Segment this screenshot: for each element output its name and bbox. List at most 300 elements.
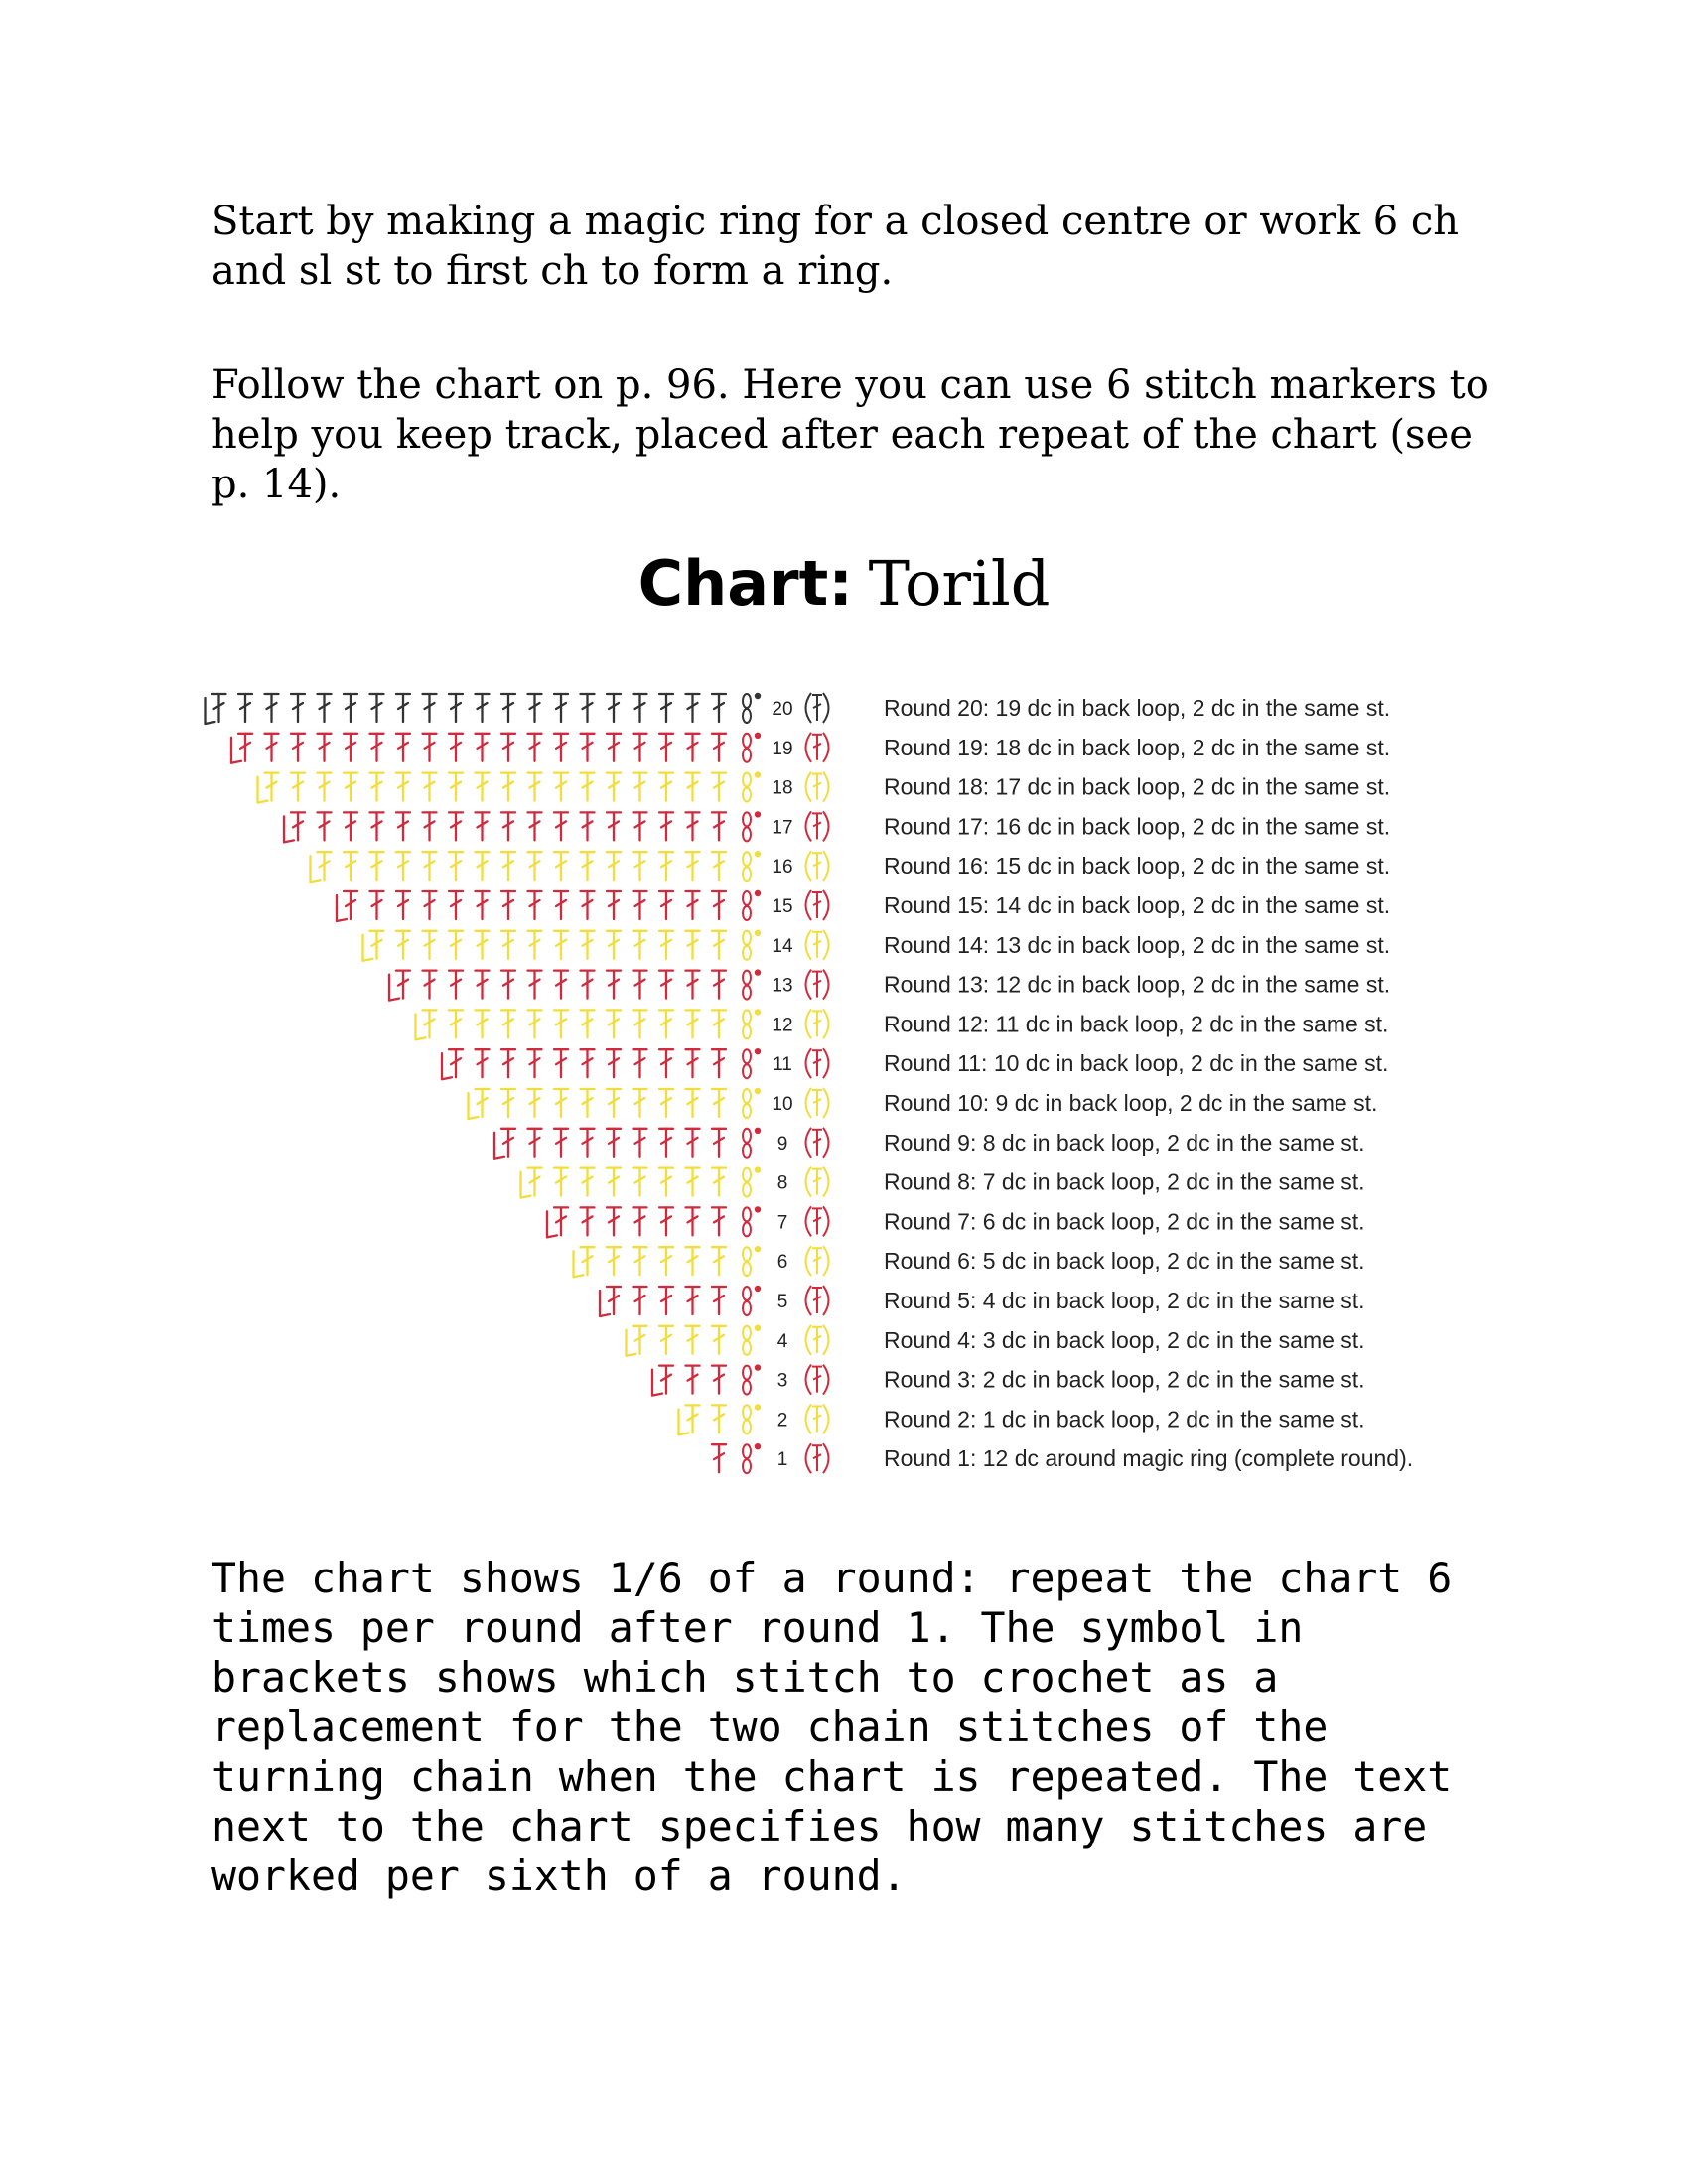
- round-number: 8: [776, 1172, 788, 1194]
- dc-symbol: [344, 773, 357, 801]
- dc-symbol: [581, 773, 595, 801]
- chain-symbol: [743, 1405, 751, 1433]
- slip-stitch-dot: [755, 693, 761, 699]
- dc-symbol: [712, 773, 726, 801]
- increase-mark: [494, 1133, 504, 1159]
- dc-symbol: [396, 971, 410, 999]
- chart-row: [363, 930, 1391, 961]
- dc-symbol: [554, 1207, 568, 1235]
- slip-stitch-dot: [755, 969, 761, 975]
- round-instruction: Round 14: 13 dc in back loop, 2 dc in the same st.: [884, 931, 1391, 958]
- increase-mark: [600, 1291, 610, 1316]
- dc-symbol: [686, 1247, 700, 1275]
- dc-symbol: [396, 891, 410, 919]
- round-instruction: Round 2: 1 dc in back loop, 2 dc in the same st.: [884, 1406, 1365, 1433]
- dc-symbol: [554, 694, 568, 722]
- dc-symbol: [291, 812, 305, 840]
- dc-symbol: [686, 734, 700, 761]
- dc-symbol: [238, 734, 252, 761]
- bracket-symbol: [806, 1128, 829, 1158]
- dc-symbol: [581, 1207, 595, 1235]
- dc-symbol: [633, 1089, 647, 1117]
- dc-symbol: [633, 1168, 647, 1196]
- chain-symbol: [743, 1010, 751, 1038]
- dc-symbol: [633, 852, 647, 880]
- round-number: 5: [776, 1292, 788, 1312]
- dc-symbol: [476, 694, 490, 722]
- dc-symbol: [476, 1049, 490, 1077]
- dc-symbol: [476, 1089, 490, 1117]
- dc-symbol: [686, 1287, 700, 1314]
- chain-symbol: [743, 734, 751, 762]
- dc-symbol: [633, 1129, 647, 1157]
- round-number: 15: [772, 896, 793, 917]
- chain-symbol: [743, 1444, 751, 1473]
- dc-symbol: [554, 852, 568, 880]
- round-instruction: Round 12: 11 dc in back loop, 2 dc in the same st.: [884, 1011, 1389, 1037]
- dc-symbol: [318, 734, 332, 761]
- dc-symbol: [344, 812, 357, 840]
- bracket-symbol: [806, 811, 829, 841]
- bracket-symbol: [806, 1088, 829, 1118]
- dc-symbol: [528, 694, 542, 722]
- dc-symbol: [581, 1247, 595, 1275]
- explanation-paragraph: The chart shows 1/6 of a round: repeat the chart 6 times per round after round 1. The symbol in brackets shows which stitch to crochet as a replacement for the two chain stitches of the turning chain when the chart is repeated. The text next to the chart specifies how many stitches are worked per sixth of a round.: [211, 1554, 1453, 1900]
- dc-symbol: [581, 1129, 595, 1157]
- dc-symbol: [712, 891, 726, 919]
- chain-symbol: [743, 891, 751, 920]
- dc-symbol: [396, 773, 410, 801]
- dc-symbol: [712, 1366, 726, 1394]
- slip-stitch-dot: [755, 1325, 761, 1331]
- round-instruction: Round 1: 12 dc around magic ring (complete round).: [884, 1445, 1414, 1472]
- round-number: 20: [772, 699, 793, 720]
- chain-symbol: [743, 931, 751, 960]
- increase-mark: [206, 698, 215, 724]
- dc-symbol: [712, 1287, 726, 1314]
- dc-symbol: [396, 852, 410, 880]
- slip-stitch-dot: [755, 1246, 761, 1252]
- dc-symbol: [686, 931, 700, 959]
- round-number: 4: [776, 1330, 788, 1352]
- dc-symbol: [344, 694, 357, 722]
- dc-symbol: [659, 1168, 673, 1196]
- dc-symbol: [423, 852, 437, 880]
- chart-row: [652, 1364, 1365, 1395]
- dc-symbol: [659, 694, 673, 722]
- dc-symbol: [607, 1049, 621, 1077]
- dc-symbol: [607, 734, 621, 761]
- dc-symbol: [449, 773, 463, 801]
- dc-symbol: [396, 734, 410, 761]
- dc-symbol: [528, 773, 542, 801]
- round-instruction: Round 18: 17 dc in back loop, 2 dc in the same st.: [884, 773, 1391, 800]
- dc-symbol: [554, 1089, 568, 1117]
- dc-symbol: [476, 812, 490, 840]
- dc-symbol: [659, 1287, 673, 1314]
- chart-row: [494, 1128, 1365, 1159]
- dc-symbol: [554, 1129, 568, 1157]
- dc-symbol: [633, 1049, 647, 1077]
- dc-symbol: [686, 1207, 700, 1235]
- dc-symbol: [607, 931, 621, 959]
- dc-symbol: [423, 1010, 437, 1037]
- round-number: 17: [772, 817, 793, 839]
- dc-symbol: [633, 1326, 647, 1354]
- dc-symbol: [633, 694, 647, 722]
- dc-symbol: [476, 852, 490, 880]
- chart-row: [231, 733, 1390, 763]
- chain-symbol: [743, 971, 751, 1000]
- chart-row: [258, 771, 1391, 802]
- dc-symbol: [528, 734, 542, 761]
- bracket-symbol: [806, 1206, 829, 1236]
- dc-symbol: [607, 1089, 621, 1117]
- dc-symbol: [659, 1129, 673, 1157]
- chart-row: [679, 1404, 1365, 1434]
- dc-symbol: [449, 852, 463, 880]
- intro-paragraph-2: Follow the chart on p. 96. Here you can use 6 stitch markers to help you keep track, placed after each repeat of the chart (see p. 14).: [211, 362, 1489, 507]
- round-number: 16: [772, 857, 793, 879]
- dc-symbol: [501, 812, 515, 840]
- dc-symbol: [318, 694, 332, 722]
- dc-symbol: [686, 1129, 700, 1157]
- dc-symbol: [633, 1287, 647, 1314]
- round-number: 13: [772, 975, 793, 997]
- slip-stitch-dot: [755, 1048, 761, 1054]
- dc-symbol: [528, 1129, 542, 1157]
- dc-symbol: [581, 1049, 595, 1077]
- bracket-symbol: [806, 970, 829, 1000]
- dc-symbol: [370, 852, 384, 880]
- bracket-symbol: [806, 733, 829, 762]
- dc-symbol: [712, 1129, 726, 1157]
- dc-symbol: [607, 852, 621, 880]
- bracket-symbol: [806, 890, 829, 920]
- dc-symbol: [554, 931, 568, 959]
- chart-row: [442, 1048, 1388, 1079]
- dc-symbol: [449, 1010, 463, 1037]
- dc-symbol: [370, 694, 384, 722]
- round-number: 7: [776, 1212, 788, 1234]
- chart-title-label: Chart:: [637, 547, 854, 619]
- bracket-symbol: [806, 930, 829, 960]
- increase-mark: [389, 975, 399, 1001]
- round-number: 11: [773, 1054, 792, 1076]
- dc-symbol: [449, 971, 463, 999]
- dc-symbol: [449, 1049, 463, 1077]
- dc-symbol: [501, 891, 515, 919]
- bracket-symbol: [806, 772, 829, 802]
- dc-symbol: [423, 773, 437, 801]
- dc-symbol: [501, 1049, 515, 1077]
- dc-symbol: [370, 812, 384, 840]
- dc-symbol: [607, 773, 621, 801]
- increase-mark: [258, 777, 268, 803]
- dc-symbol: [607, 812, 621, 840]
- increase-mark: [679, 1409, 689, 1434]
- dc-symbol: [291, 773, 305, 801]
- slip-stitch-dot: [755, 1364, 761, 1370]
- dc-symbol: [607, 694, 621, 722]
- dc-symbol: [581, 931, 595, 959]
- dc-symbol: [291, 734, 305, 761]
- increase-mark: [231, 738, 241, 763]
- dc-symbol: [686, 773, 700, 801]
- dc-symbol: [686, 1326, 700, 1354]
- slip-stitch-dot: [755, 1088, 761, 1094]
- dc-symbol: [686, 812, 700, 840]
- chart-row: [521, 1166, 1365, 1197]
- dc-symbol: [501, 971, 515, 999]
- dc-symbol: [633, 1247, 647, 1275]
- dc-symbol: [712, 734, 726, 761]
- chart-row: [469, 1088, 1378, 1119]
- dc-symbol: [318, 812, 332, 840]
- dc-symbol: [659, 1049, 673, 1077]
- chain-symbol: [743, 694, 751, 723]
- round-instruction: Round 6: 5 dc in back loop, 2 dc in the same st.: [884, 1248, 1365, 1275]
- round-number: 3: [776, 1370, 788, 1392]
- increase-mark: [627, 1330, 636, 1356]
- round-number: 2: [776, 1410, 788, 1432]
- dc-symbol: [396, 694, 410, 722]
- round-number: 10: [772, 1094, 793, 1115]
- dc-symbol: [659, 1247, 673, 1275]
- dc-symbol: [712, 1049, 726, 1077]
- round-instruction: Round 19: 18 dc in back loop, 2 dc in the same st.: [884, 734, 1391, 760]
- round-instruction: Round 4: 3 dc in back loop, 2 dc in the same st.: [884, 1326, 1365, 1353]
- dc-symbol: [633, 1010, 647, 1037]
- dc-symbol: [633, 773, 647, 801]
- dc-symbol: [528, 812, 542, 840]
- dc-symbol: [607, 1207, 621, 1235]
- bracket-symbol: [806, 1048, 829, 1078]
- dc-symbol: [607, 891, 621, 919]
- chart-row: [547, 1206, 1365, 1237]
- slip-stitch-dot: [755, 1286, 761, 1292]
- slip-stitch-dot: [755, 1166, 761, 1172]
- dc-symbol: [712, 1168, 726, 1196]
- dc-symbol: [686, 1168, 700, 1196]
- dc-symbol: [686, 891, 700, 919]
- dc-symbol: [528, 852, 542, 880]
- round-number: 19: [772, 738, 793, 759]
- dc-symbol: [712, 812, 726, 840]
- chart-row: [416, 1009, 1389, 1039]
- dc-symbol: [712, 1089, 726, 1117]
- increase-mark: [363, 935, 373, 961]
- bracket-symbol: [806, 1404, 829, 1433]
- dc-symbol: [607, 971, 621, 999]
- round-number: 14: [772, 935, 793, 957]
- round-number: 6: [776, 1252, 788, 1274]
- slip-stitch-dot: [755, 771, 761, 777]
- dc-symbol: [476, 891, 490, 919]
- dc-symbol: [501, 1089, 515, 1117]
- slip-stitch-dot: [755, 1128, 761, 1134]
- dc-symbol: [659, 1089, 673, 1117]
- dc-symbol: [659, 1207, 673, 1235]
- chart-row: [311, 851, 1391, 882]
- round-instruction: Round 7: 6 dc in back loop, 2 dc in the same st.: [884, 1208, 1365, 1235]
- bracket-symbol: [806, 1246, 829, 1276]
- dc-symbol: [581, 1168, 595, 1196]
- chart-row: [627, 1325, 1365, 1356]
- chain-symbol: [743, 773, 751, 802]
- dc-symbol: [554, 1049, 568, 1077]
- round-instruction: Round 20: 19 dc in back loop, 2 dc in the same st.: [884, 695, 1391, 721]
- dc-symbol: [607, 1129, 621, 1157]
- dc-symbol: [370, 734, 384, 761]
- bracket-symbol: [806, 1443, 829, 1473]
- chart-row: [574, 1246, 1365, 1277]
- slip-stitch-dot: [755, 733, 761, 739]
- dc-symbol: [501, 1010, 515, 1037]
- dc-symbol: [633, 971, 647, 999]
- intro-paragraph-1: Start by making a magic ring for a closed centre or work 6 ch and sl st to first ch to form a ring.: [211, 199, 1460, 294]
- dc-symbol: [659, 891, 673, 919]
- bracket-symbol: [806, 693, 829, 723]
- chain-symbol: [743, 852, 751, 881]
- dc-symbol: [686, 971, 700, 999]
- dc-symbol: [265, 734, 279, 761]
- dc-symbol: [554, 971, 568, 999]
- dc-symbol: [528, 891, 542, 919]
- round-instruction: Round 11: 10 dc in back loop, 2 dc in the same st.: [884, 1050, 1389, 1077]
- chart-row: [600, 1286, 1365, 1316]
- dc-symbol: [291, 694, 305, 722]
- dc-symbol: [659, 1326, 673, 1354]
- dc-symbol: [659, 734, 673, 761]
- round-instruction: Round 15: 14 dc in back loop, 2 dc in the same st.: [884, 892, 1391, 918]
- increase-mark: [284, 816, 294, 842]
- chain-symbol: [743, 1326, 751, 1355]
- round-instruction: Round 17: 16 dc in back loop, 2 dc in the same st.: [884, 813, 1391, 840]
- round-instruction: Round 13: 12 dc in back loop, 2 dc in the same st.: [884, 971, 1391, 998]
- dc-symbol: [370, 931, 384, 959]
- chart-row: [389, 969, 1390, 1000]
- dc-symbol: [659, 812, 673, 840]
- dc-symbol: [607, 1010, 621, 1037]
- dc-symbol: [581, 1089, 595, 1117]
- dc-symbol: [344, 852, 357, 880]
- dc-symbol: [712, 1444, 726, 1472]
- round-instruction: Round 16: 15 dc in back loop, 2 dc in the same st.: [884, 853, 1391, 880]
- dc-symbol: [238, 694, 252, 722]
- dc-symbol: [476, 971, 490, 999]
- dc-symbol: [659, 1366, 673, 1394]
- dc-symbol: [554, 812, 568, 840]
- round-number: 9: [776, 1133, 788, 1155]
- dc-symbol: [633, 931, 647, 959]
- bracket-symbol: [806, 1325, 829, 1355]
- increase-mark: [442, 1053, 452, 1079]
- increase-mark: [547, 1211, 557, 1237]
- dc-symbol: [712, 971, 726, 999]
- chart-title-name: Torild: [868, 547, 1051, 619]
- dc-symbol: [528, 1168, 542, 1196]
- dc-symbol: [212, 694, 226, 722]
- increase-mark: [574, 1251, 584, 1277]
- round-instruction: Round 5: 4 dc in back loop, 2 dc in the same st.: [884, 1288, 1365, 1313]
- round-instruction: Round 9: 8 dc in back loop, 2 dc in the same st.: [884, 1129, 1365, 1156]
- slip-stitch-dot: [755, 1009, 761, 1015]
- dc-symbol: [712, 1207, 726, 1235]
- slip-stitch-dot: [755, 930, 761, 936]
- bracket-symbol: [806, 1167, 829, 1197]
- dc-symbol: [581, 971, 595, 999]
- bracket-symbol: [806, 1009, 829, 1038]
- dc-symbol: [423, 694, 437, 722]
- slip-stitch-dot: [755, 811, 761, 817]
- dc-symbol: [581, 812, 595, 840]
- dc-symbol: [449, 812, 463, 840]
- dc-symbol: [554, 734, 568, 761]
- dc-symbol: [659, 931, 673, 959]
- dc-symbol: [423, 734, 437, 761]
- dc-symbol: [476, 931, 490, 959]
- dc-symbol: [712, 1247, 726, 1275]
- round-number: 12: [772, 1015, 793, 1036]
- increase-mark: [416, 1014, 426, 1039]
- chain-symbol: [743, 1366, 751, 1395]
- dc-symbol: [528, 1089, 542, 1117]
- round-instruction: Round 3: 2 dc in back loop, 2 dc in the same st.: [884, 1366, 1365, 1393]
- dc-symbol: [396, 931, 410, 959]
- round-instruction: Round 10: 9 dc in back loop, 2 dc in the same st.: [884, 1090, 1378, 1116]
- dc-symbol: [449, 931, 463, 959]
- bracket-symbol: [806, 1365, 829, 1395]
- dc-symbol: [265, 773, 279, 801]
- dc-symbol: [528, 1049, 542, 1077]
- chain-symbol: [743, 1287, 751, 1315]
- dc-symbol: [659, 1010, 673, 1037]
- dc-symbol: [607, 1287, 621, 1314]
- dc-symbol: [686, 694, 700, 722]
- slip-stitch-dot: [755, 1443, 761, 1449]
- dc-symbol: [554, 891, 568, 919]
- increase-mark: [652, 1370, 662, 1396]
- dc-symbol: [449, 694, 463, 722]
- chain-symbol: [743, 1089, 751, 1118]
- dc-symbol: [686, 1405, 700, 1433]
- dc-symbol: [423, 812, 437, 840]
- dc-symbol: [318, 773, 332, 801]
- dc-symbol: [659, 773, 673, 801]
- slip-stitch-dot: [755, 851, 761, 857]
- dc-symbol: [423, 971, 437, 999]
- dc-symbol: [581, 1010, 595, 1037]
- dc-symbol: [712, 931, 726, 959]
- dc-symbol: [554, 1010, 568, 1037]
- chain-symbol: [743, 1247, 751, 1276]
- dc-symbol: [476, 1010, 490, 1037]
- chain-symbol: [743, 1129, 751, 1158]
- dc-symbol: [659, 852, 673, 880]
- chain-symbol: [743, 1207, 751, 1236]
- round-number: 18: [772, 777, 793, 799]
- chart-row: [712, 1443, 1413, 1473]
- dc-symbol: [712, 1010, 726, 1037]
- dc-symbol: [501, 734, 515, 761]
- dc-symbol: [581, 734, 595, 761]
- round-number: 1: [776, 1449, 788, 1471]
- chart-row: [284, 811, 1390, 842]
- dc-symbol: [581, 891, 595, 919]
- dc-symbol: [370, 891, 384, 919]
- chain-symbol: [743, 1049, 751, 1078]
